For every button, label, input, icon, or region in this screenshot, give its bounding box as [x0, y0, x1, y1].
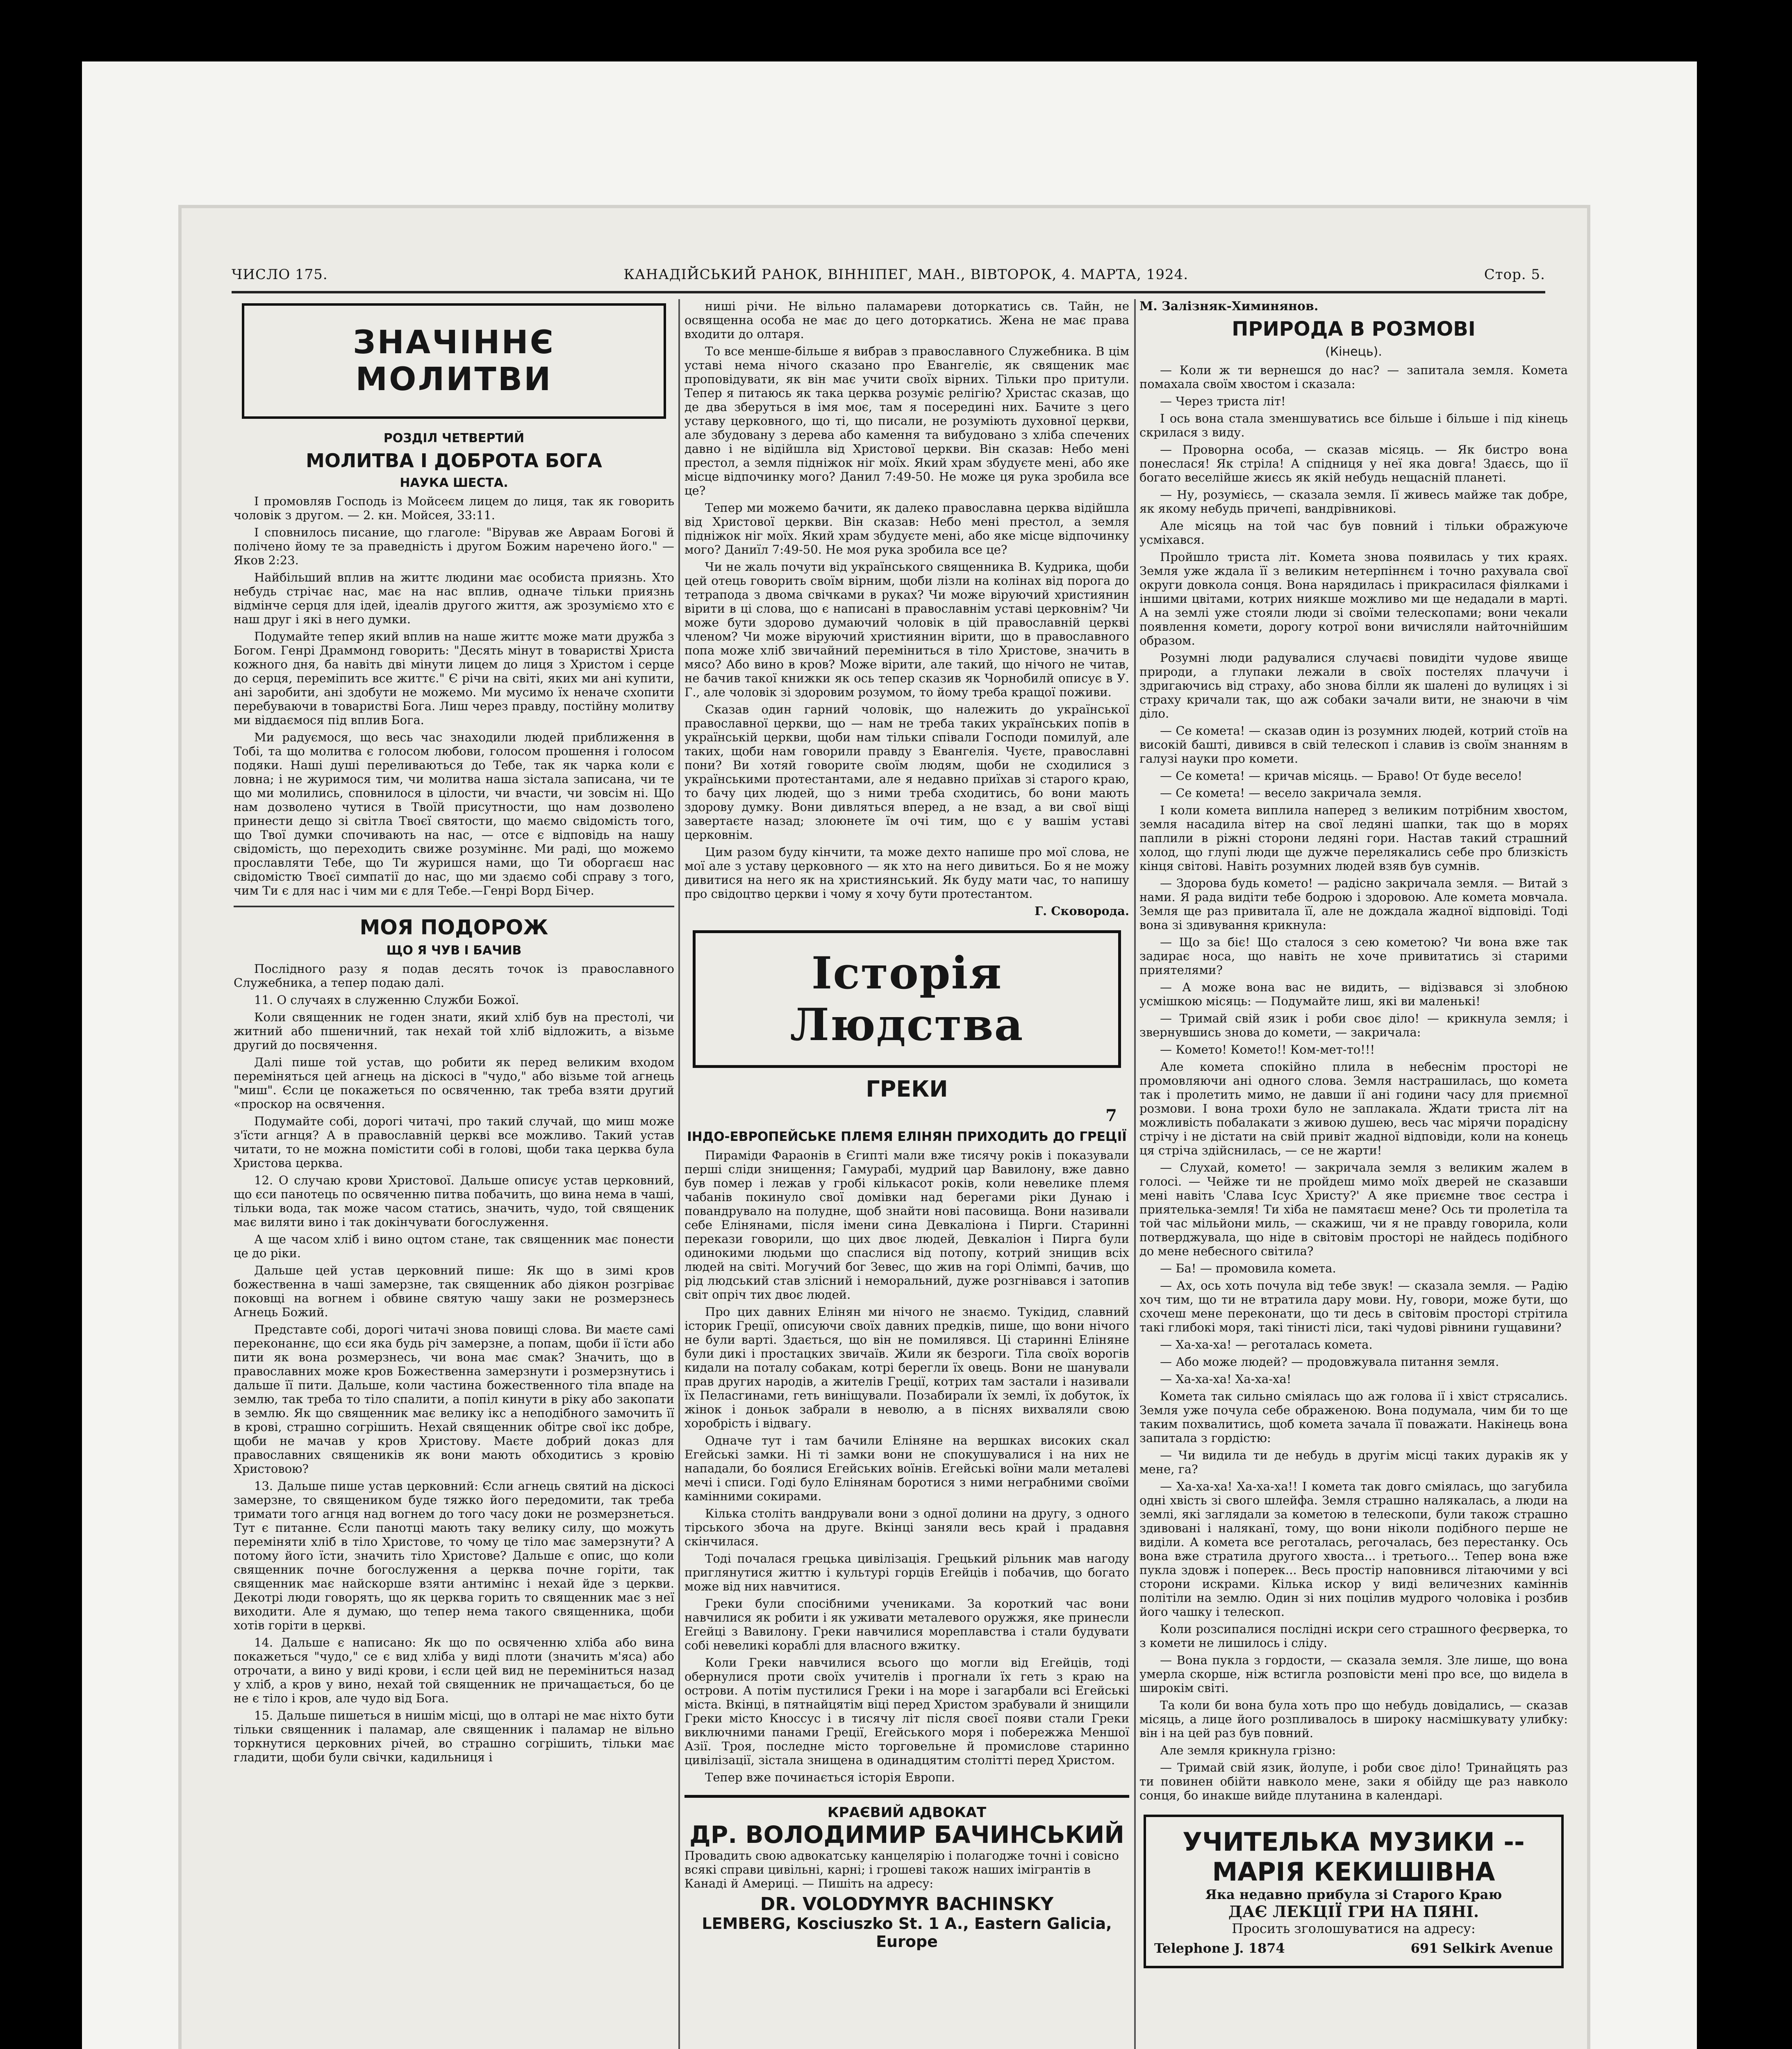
paragraph: — Ах, ось хоть почула від тебе звук! — сказала земля. — Радію хоч тим, що ти не втратила дару мови. Ну, говори, може бути, що схочеш мене переконати, що ти десь в світовім просторі стрітила такі глибокі моря, такі тінисті ліси, такі чудові рівнини гущавини?: [1139, 1279, 1568, 1334]
paragraph: Коли священник не годен знати, який хліб був на престолі, чи житний або пшеничний, так нехай той хліб відложить, а візьме другий до посвячення.: [234, 1010, 674, 1052]
section-heading: РОЗДІЛ ЧЕТВЕРТИЙ: [383, 431, 525, 445]
greeks-heading: ГРЕКИ: [866, 1076, 948, 1102]
paragraph: 13. Дальше пише устав церковний: Єсли агнець святий на діскосі замерзне, то священиком буде тяжко його передомити, так треба тримати того агнця над вогнем до того часу доки не розмерзнеться. Тут є питанне. Єсли панотці мають таку велику силу, що можуть переміняти хліб в тіло Христове, то чому це тіло має замерзнути? А потому його їсти, значить тіло Христове? Дальше є опис, що коли священник почне богослуження а церква почне горіти, так священник має найскорше взяти антимінс і нехай йде з церкви. Декотрі люди говорять, що як церква горить то священник має з неї виходити. Але я думаю, що тепер нема такого священника, щоби хотів горіти в церкві.: [234, 1479, 674, 1632]
paragraph: — Здорова будь комето! — радісно закричала земля. — Витай з нами. Я рада видіти тебе бодрою і здоровою. Але комета мовчала. Земля ще раз привитала її, але не дождала жадної відповіді. Тоді вона зі здивування крикнула:: [1139, 876, 1568, 932]
paragraph: — Тримай свій язик, йолупе, і роби своє діло! Тринайцять раз ти повинен обійти навколо мене, заки я обійду ще раз навколо сонця, бо инакше вийде плутанина в календарі.: [1139, 1761, 1568, 1802]
greeks-subheading: ІНДО-ЕВРОПЕЙСЬКЕ ПЛЕМЯ ЕЛІНЯН ПРИХОДИТЬ ДО ГРЕЦІЇ: [687, 1129, 1127, 1144]
ad-text: Провадить свою адвокатську канцелярію і полагодже точні і совісно всякі справи цивільні, карні; і грошеві також наших імігрантів в Канаді й Америці. — Пишіть на адресу:: [685, 1849, 1119, 1890]
paragraph: Послідного разу я подав десять точок із православного Служебника, а тепер подаю далі.: [234, 962, 674, 990]
paragraph: — Ха-ха-ха! Ха-ха-ха!! І комета так довго сміялась, що загубила одні хвість зі свого шлейфа. Земля страшно налякалась, а люди на землі, які заглядали за кометою в телескопи, були також страшно здивовані і наляканї, тому, що вони ніколи подібного перше не виділи. А комета все реготалась, регочалась, без перестанку. Ось вона вже стратила другого хвоста... і третього... Тепер вона вже пукла здовж і поперек... Весь простір наповнився літаючими у всі сторони искрами. Кілька искор у виді величезних каміннів політіли на землю. Один зі них поцілив мудрого чоловіка і розбив його чашку і телескоп.: [1139, 1479, 1568, 1619]
issue-number: ЧИСЛО 175.: [232, 266, 328, 283]
article-title-history: Історія Людства: [693, 930, 1121, 1068]
prayer-body: [234, 494, 674, 897]
paragraph: Коли розсипалися послідні искри сего страшного феєрверка, то з комети не лишилось і сліду.: [1139, 1622, 1568, 1650]
paragraph: І ось вона стала зменшуватись все більше і більше і під кінець скрилася з виду.: [1139, 411, 1568, 439]
paragraph: — Вона пукла з гордости, — сказала земля. Зле лише, що вона умерла скорше, ніж встигла розповісти мені про все, що видела в широкім світі.: [1139, 1653, 1568, 1695]
article-subtitle-trip: ЩО Я ЧУВ І БАЧИВ: [386, 943, 522, 958]
paragraph: — Ба! — промовила комета.: [1160, 1261, 1336, 1275]
paragraph: І сповнилось писание, що глаголе: "Вірував же Авраам Богові й полічено йому те за праведність і другом Божим наречено його." — Яков 2:23.: [234, 525, 674, 567]
paragraph: — Слухай, комето! — закричала земля з великим жалем в голосі. — Чейже ти не пройдеш мимо моїх дверей не сказавши мені навіть 'Слава Ісус Христу?' А яке приємне твоє сестра і приятелька-земля! Ти хіба не памятаєш мене? Ось ти пролетіла та той час мільйони миль, — скажиш, чи я не правду говорила, коли потверджувала, що ніде в світовім просторі не найдесь подібного до мене небесного світила?: [1139, 1161, 1568, 1258]
column-divider: [678, 299, 680, 2049]
music-teacher-advertisement: [1144, 1815, 1564, 1968]
paragraph: Сказав один гарний чоловік, що належить до української православної церкви, що — нам не треба таких українських попів в українській церкви, щоби нам тільки співали Господи помилуй, але таких, щоби нам говорили правду з Евангелія. Чуєте, православні пони? Ви хотяй говорите своїм людям, щоби не сходилися з українськими протестантами, але я недавно приїхав зі старого краю, то бачу цих людей, що з ними треба сходитись, бо вони мають здорову думку. Вони дивляться вперед, а не взад, а ви свої віщі завертаєте назад; злоюнете їм очі тим, що є у вашім уставі церковнім.: [685, 702, 1129, 842]
paragraph: — Що за біє! Що сталося з сею кометою? Чи вона вже так задирає носа, що навіть не хоче привитатись зі старими приятелями?: [1139, 935, 1568, 977]
trip-body: [234, 962, 674, 1764]
paragraph: Тепер ми можемо бачити, як далеко православна церква відійшла від Христової церкви. Він сказав: Небо мені престол, а земля підніжок ніг моїх. Який храм збудуєте мені, або яке місце відпочинку мого? Даниїл 7:49-50. Не моя рука зробила все це?: [685, 501, 1129, 557]
paragraph: — Се комета! — кричав місяць. — Браво! От буде весело!: [1160, 769, 1523, 783]
paragraph: Розумні люди радувалися случаєві повидіти чудове явище природи, а глупаки лежали в своїх постелях плачучи і здригаючись від страху, або знова білли як шалені до вулицях і зі страху кричали так, що аж собаки зачали вити, не знаючи в чім діло.: [1139, 651, 1568, 720]
article-title-prayer: ЗНАЧІННЄ МОЛИТВИ: [242, 303, 666, 419]
paragraph: Коли Греки навчилися всього що могли від Егейців, тоді обернулися проти своїх учителів і прогнали їх геть з краю на острови. А потім пустилися Греки і на море і загарбали всі Егейські міста. Вкінці, в пятнайцятім віці перед Христом зрабували й знищили Греки місто Кноссус і в тисячу літ після своєї появи стали Греки виключними панами Греції, Егейського моря і побережжа Меншої Азії. Троя, последне місто торговельне й промислове старинно цивілізації, зістала знищена в одинадцятим столітті перед Христом.: [685, 1656, 1129, 1767]
paragraph: Представте собі, дорогі читачі знова повищі слова. Ви маєте самі переконаннє, що єси яка будь річ замерзне, а попам, щоби ії їсти або пити як вона розмерзнесь, чи вона має смак? Значить, що в православних може кров Божественна замерзнути і розмерзнутись і дальше її пити. Дальше, коли частина божественного тіла впаде на землю, так треба то тіло спалити, а попіл кинути в ріку або закопати в землю. Як що священник має велику ікс а неподібного замочить її в крові, страшно согрішить. Нехай священник обітре свої ікс добре, щоби не мачав у кров Христову. Маєте добрий доказ для православних священиків як вони мають обходитись з кровію Христовою?: [234, 1322, 674, 1476]
music-ad-line: Яка недавно прибула зі Старого Краю: [1205, 1887, 1502, 1902]
paragraph: — Тримай свій язик і роби своє діло! — крикнула земля; і звернувшись знова до комети, — закричала:: [1139, 1011, 1568, 1039]
paragraph: — Ха-ха-ха! — реготалась комета.: [1160, 1338, 1373, 1352]
paragraph: Чи не жаль почути від українського священника В. Кудрика, щоби цей отець говорить своїм вірним, щоби лізли на колінах від порога до тетрапода з двома свічками в руках? Чи може віруючий християнин вірити в ці слова, що є написані в православнім уставі церковнім? Чи може бути здорово думаючий чоловік в цій православній церкві членом? Чи може віруючий християнин вірити, що в православного попа може хліб звичайний переміниться в тіло Христове, значить в мясо? Або вино в кров? Може вірити, але такий, що нічого не читав, не бачив такої книжки як ось тепер сказив як Чорнобилй описує в У. Г., але чоловік зі здоровим розумом, то йому треба кращої поживи.: [685, 560, 1129, 699]
page-number: Стор. 5.: [1484, 266, 1545, 283]
paragraph: І коли комета виплила наперед з великим потрібним хвостом, земля насадила вітер на свої ледяні шапки, так що в морях паплили в ріжні сторони ледяні гори. Настав такий страшний холод, що глупі люди ще дужче перелякались себе про близкість кінця світові. Навіть розумних людей взяв був сумнів.: [1139, 803, 1568, 873]
paragraph: Але місяць на той час був повний і тільки ображуюче усміхався.: [1139, 519, 1568, 547]
paragraph: Найбільший вплив на життє людини має особиста приязнь. Хто небудь стрічає нас, має на нас вплив, одначе тільки приязнь відмінче серця для ідей, ідеалів другого життя, аж зрозуміємо хто є наш друг і які в него думки.: [234, 570, 674, 626]
paragraph: Але комета спокійно плила в небеснім просторі не промовляючи ані одного слова. Земля настрашилась, що комета так і пролетить мимо, не давши ії ані години часу для приємної розмови. І вона трохи було не заплакала. Ждати триста літ на можливість побалакати з живою душею, весь час мірячи порадісну стрічу і не дістати на свій привіт жадної відповіди, коли на конець ця стріча здійснилась, — се не жарти!: [1139, 1060, 1568, 1157]
newspaper-title: КАНАДІЙСЬКИЙ РАНОК, ВІННІПЕГ, МАН., ВІВТОРОК, 4. МАРТА, 1924.: [623, 266, 1189, 283]
installment-number: 7: [1105, 1106, 1117, 1125]
paragraph: Далі пише той устав, що робити як перед великим входом переміняться цей агнець на діскосі в "чудо," або візьме той агнець "миш". Єсли це покажеться по освяченню, так треба взяти другий «проскор на освячення.: [234, 1055, 674, 1111]
author-name: М. Залізняк-Химинянов.: [1139, 299, 1319, 313]
paragraph: 14. Дальше є написано: Як що по освяченню хліба або вина покажеться "чудо," се є вид хліба у виді плоти (значить м'яса) або отрочати, а вино у виді крови, і єсли цей вид не переміниться назад у хліб, а кров у вино, нехай той священник не причащається, бо це не є тіло і кров, але чудо від Бога.: [234, 1636, 674, 1705]
article-title-trip: МОЯ ПОДОРОЖ: [359, 915, 548, 939]
paragraph: Одначе тут і там бачили Еліняне на вершках високих скал Егейські замки. Ні ті замки вони не спокушувалися і на них не нападали, бо боялися Егейських воїнів. Егейські воїни мали металеві мечі і списи. Годі було Елінянам боротися з ними неграбними своїми камінними сокирами.: [685, 1433, 1129, 1503]
paragraph: — Се комета! — сказав один із розумних людей, котрий стоїв на високій башті, дивився в свій телескоп і славив із своїм знанням в галузі науки про комети.: [1139, 724, 1568, 766]
ad-label: КРАЄВИЙ АДВОКАТ: [827, 1804, 987, 1821]
paragraph: — Коли ж ти вернешся до нас? — запитала земля. Комета помахала своїм хвостом і сказала:: [1139, 363, 1568, 391]
music-ad-line: ДАЄ ЛЕКЦІЇ ГРИ НА ПЯНІ.: [1228, 1902, 1479, 1921]
paragraph: — Або може людей? — продовжувала питання земля.: [1160, 1355, 1499, 1369]
paragraph: І промовляв Господь із Мойсеєм лицем до лиця, так як говорить чоловік з другом. — 2. кн. Мойсея, 33:11.: [234, 494, 674, 522]
paragraph: — Ха-ха-ха! Ха-ха-ха!: [1160, 1372, 1292, 1386]
article-title-nature: ПРИРОДА В РОЗМОВІ: [1232, 318, 1476, 341]
history-body: [685, 1148, 1129, 1784]
paragraph: — Ну, розумієсь, — сказала земля. Ії живесь майже так добре, як якому небудь причепі, вандрівникові.: [1139, 488, 1568, 516]
paragraph: 12. О случаю крови Христової. Дальше описує устав церковний, що єси панотець по освяченню питва побачить, що вина нема в чаші, тільки вода, так може часом статись, значить, чудо, той священик має виляти вино і так докінчувати богослуження.: [234, 1173, 674, 1229]
paragraph: Пройшло триста літ. Комета знова появилась у тих краях. Земля уже ждала її з великим нетерпіннєм і точно рахувала свої округи довкола сонця. Вона нарядилась і прикрасилася фіялками і іншими цвітами, котрих ниякше можливо ми ще недадали в марті. А на землі уже стояли люди зі своїми телескопами; вони чекали появлення комети, дорогу котрої вони вичисляли найточнійшим образом.: [1139, 550, 1568, 647]
lawyer-advertisement: [685, 1795, 1129, 1951]
paragraph: Тоді почалася грецька цивілізація. Грецький рільник мав нагоду приглянутися життю і культурі горців Егейців і побачив, що богато може від них навчитися.: [685, 1552, 1129, 1593]
paragraph: 15. Дальше пишеться в нишім місці, що в олтарі не має ніхто бути тільки священник і паламар, але священник і паламар не вільно торкнутися церковних річей, во страшно согрішить, тільки має гладити, щоби були свічки, кадильниця і: [234, 1708, 674, 1764]
paragraph: — А може вона вас не видить, — відізвався зі злобною усмішкою місяць: — Подумайте лиш, які ви маленькі!: [1139, 980, 1568, 1008]
music-ad-title: УЧИТЕЛЬКА МУЗИКИ -- МАРІЯ КЕКИШІВНА: [1183, 1827, 1525, 1887]
paragraph: А ще часом хліб і вино оцтом стане, так священник має понести це до ріки.: [234, 1232, 674, 1260]
paragraph: Подумайте собі, дорогі читачі, про такий случай, що миш може з'їсти агнця? А в православній церкві все можливо. Такий устав читати, то не можна помістити собі в голові, щоби така церква була Христова церква.: [234, 1114, 674, 1170]
newspaper-page: [178, 205, 1590, 2049]
paragraph: ниші річи. Не вільно паламареви доторкатись св. Тайн, не освященна особа не має до цего доторкатись. Жена не має права входити до олтаря.: [685, 299, 1129, 341]
music-ad-contact: [1154, 1940, 1553, 1956]
music-ad-address: 691 Selkirk Avenue: [1410, 1940, 1553, 1956]
paragraph: — Через триста літ!: [1160, 394, 1286, 408]
chapter-heading: МОЛИТВА І ДОБРОТА БОГА: [306, 450, 602, 472]
paragraph: Подумайте тепер який вплив на наше життє може мати дружба з Богом. Генрі Драммонд говорить: "Десять мінут в товаристві Христа кожного дня, ба навіть дві мінути лицем до лиця з Христом і серце до серця, переміпить все життє." Є річи на світі, яких ми ані купити, ані заробити, ані здобути не можемо. Ми мусимо їх неначе схопити перебуваючи в товаристві Бога. Лиш через правду, постійну молитву ми віддаємося під вплив Бога.: [234, 629, 674, 727]
paragraph: Комета так сильно сміялась що аж голова ії і хвіст стрясались. Земля уже почула себе ображеною. Вона подумала, чим би то ще таким похвалитись, щоб комета зачала її поважати. Накінець вона запитала з гордістю:: [1139, 1389, 1568, 1445]
science-heading: НАУКА ШЕСТА.: [400, 476, 508, 490]
column-2: [685, 299, 1129, 1951]
column-divider: [1134, 299, 1136, 2049]
divider: [234, 906, 674, 907]
column-3: [1139, 299, 1568, 1968]
paragraph: Греки були спосібними учениками. За короткий час вони навчилися як робити і як уживати металевого оружжя, яке принесли Егейці з Вавилону. Греки навчилися мореплавства і стали будувати собі невеликі кораблі для власного вжитку.: [685, 1597, 1129, 1652]
paragraph: — Се комета! — весело закричала земля.: [1160, 786, 1422, 800]
column-1: [234, 299, 674, 1767]
article-subtitle-nature: (Кінець).: [1325, 345, 1382, 359]
paragraph: То все менше-більше я вибрав з православного Служебника. В цім уставі нема нічого сказано про Евангеліє, як священик має проповідувати, як він має учити своїх вірних. Тільки про притули. Тепер я питаюсь як така церква розуміє релігію? Христас сказав, що де два зберуться в імя моє, там я посередині них. Бачите з цего уставу церковного, що ті, що писали, не розуміють духовної церкви, але збудовану з дерева або камення та вибудовано з хліба спечених давно і не відійшла від Христової церкви. Він сказав: Небо мені престол, а земля підніжок ніг моїх. Який храм збудуєте мені, або яке місце відпочинку мого? Данил 7:49-50. Не може ця рука зробила все це?: [685, 344, 1129, 497]
music-ad-phone: Telephone J. 1874: [1154, 1940, 1285, 1956]
ad-name-latin: DR. VOLODYMYR BACHINSKY: [760, 1894, 1054, 1915]
paragraph: Цим разом буду кінчити, та може дехто напише про мої слова, не мої але з уставу церковного — як хто на него дивиться. Бо я не можу дивитися на него як на християнський. Як буду мати час, то напишу про свідоцтво церкви і чому я хочу бути протестантом.: [685, 845, 1129, 901]
ad-address: LEMBERG, Kosciuszko St. 1 A., Eastern Galicia, Europe: [702, 1915, 1112, 1951]
paragraph: Але земля крикнула грізно:: [1160, 1743, 1336, 1757]
paragraph: Дальше цей устав церковний пише: Як що в зимі кров божественна в чаші замерзне, так священник або діякон розгріває поковщі на вогнем і обвине святую чашу заки не розмерзнесь Агнець Божий.: [234, 1263, 674, 1319]
masthead: [232, 262, 1545, 293]
paragraph: Тепер вже починається історія Европи.: [705, 1770, 955, 1784]
paragraph: Та коли би вона була хоть про що небудь довідались, — сказав місяць, а лице його розпливалось в широку насмішкувату улибку: він і на цей раз був повний.: [1139, 1698, 1568, 1740]
music-ad-line: Просить зголошуватися на адресу:: [1232, 1921, 1476, 1936]
ad-name: ДР. ВОЛОДИМИР БАЧИНСЬКИЙ: [689, 1821, 1124, 1849]
nature-body: [1139, 363, 1568, 1802]
paragraph: Ми радуємося, що весь час знаходили людей приближення в Тобі, та що молитва є голосом любови, голосом прошення і голосом подяки. Наші душі переливаються до Тебе, так як чарка коли є ловна; і не журимося тим, чи молитва наша зістала записана, чи те що ми молились, сповнилося в цілости, чи вчасти, чи зовсім ні. Що нам дозволено чутися в Твоїй присутности, що нам дозволено принести дещо зі світла Твоєї святости, що маємо свідомість того, що Твої думки спочивають на нас, — отсе є відповідь на нашу свідомість, що переходить свиже розуміннє. Ми раді, що можемо прославляти Тебе, що Ти журишся нами, що Ти оборгаєш нас свідомістю Твоєї симпатії до нас, що ми здаємо собі справу з того, чим Ти є для нас і чим ми є для Тебе.—Генрі Ворд Бічер.: [234, 730, 674, 897]
paragraph: Про цих давних Елінян ми нічого не знаємо. Тукідид, славний історик Греції, описуючи своїх давних предків, пише, що вони нічого не були варті. Здається, що він не помилявся. Ці старинні Еліняне були дикі і простацких звичаїв. Жили як безроги. Тіла своїх ворогів кидали на поталу собакам, котрі берегли їх овець. Вони не шанували прав других народів, а жителів Греції, котрих там застали і називали їх Пеласгинами, геть виніщували. Позабирали їх землі, їх добуток, їх жінок і доньок забрали в неволю, а в піснях вихваляли свою хоробрість і відвагу.: [685, 1305, 1129, 1430]
paragraph: Пираміди Фараонів в Єгипті мали вже тисячу років і показували перші сліди знищення; Гамурабі, мудрий цар Вавилону, вже давно був помер і лежав у гробі кількасот років, коли невеликe племя чабанів покинуло свої домівки над берегами ріки Дунаю і повандрувало на полудне, щоб знайти нові пасовища. Вони називали себе Елінянами, після імени сина Девкаліона і Пирги. Старинні перекази говорили, що цих двоє людей, Девкаліон і Пирга були одинокими людьми що спаслися від потопу, котрий знищив всіх людей на світі. Могучий бог Зевес, що жив на горі Олімпі, бачив, що рід людський став злісний і неморальний, дуже розгнівався і затопив світ опріч тих двоє людей.: [685, 1148, 1129, 1302]
paragraph: — Чи видила ти де небудь в другім місці таких дураків як у мене, га?: [1139, 1448, 1568, 1476]
paragraph: — Проворна особа, — сказав місяць. — Як бистро вона понеслася! Як стріла! А спідниця у неї яка довга! Здаєсь, що ії богато веселійше жиєсь як якій небудь нещасній планеті.: [1139, 443, 1568, 484]
trip-continued: [685, 299, 1129, 901]
paragraph: 11. О случаях в служенню Служби Божої.: [254, 993, 519, 1007]
paragraph: Кілька століть вандрували вони з одної долини на другу, з одного тірського збоча на друге. Вкінці заняли весь край і прадавня скінчилася.: [685, 1506, 1129, 1548]
signature: Г. Сковорода.: [1035, 904, 1129, 918]
paragraph: — Комето! Комето!! Ком-мет-то!!!: [1160, 1043, 1375, 1056]
